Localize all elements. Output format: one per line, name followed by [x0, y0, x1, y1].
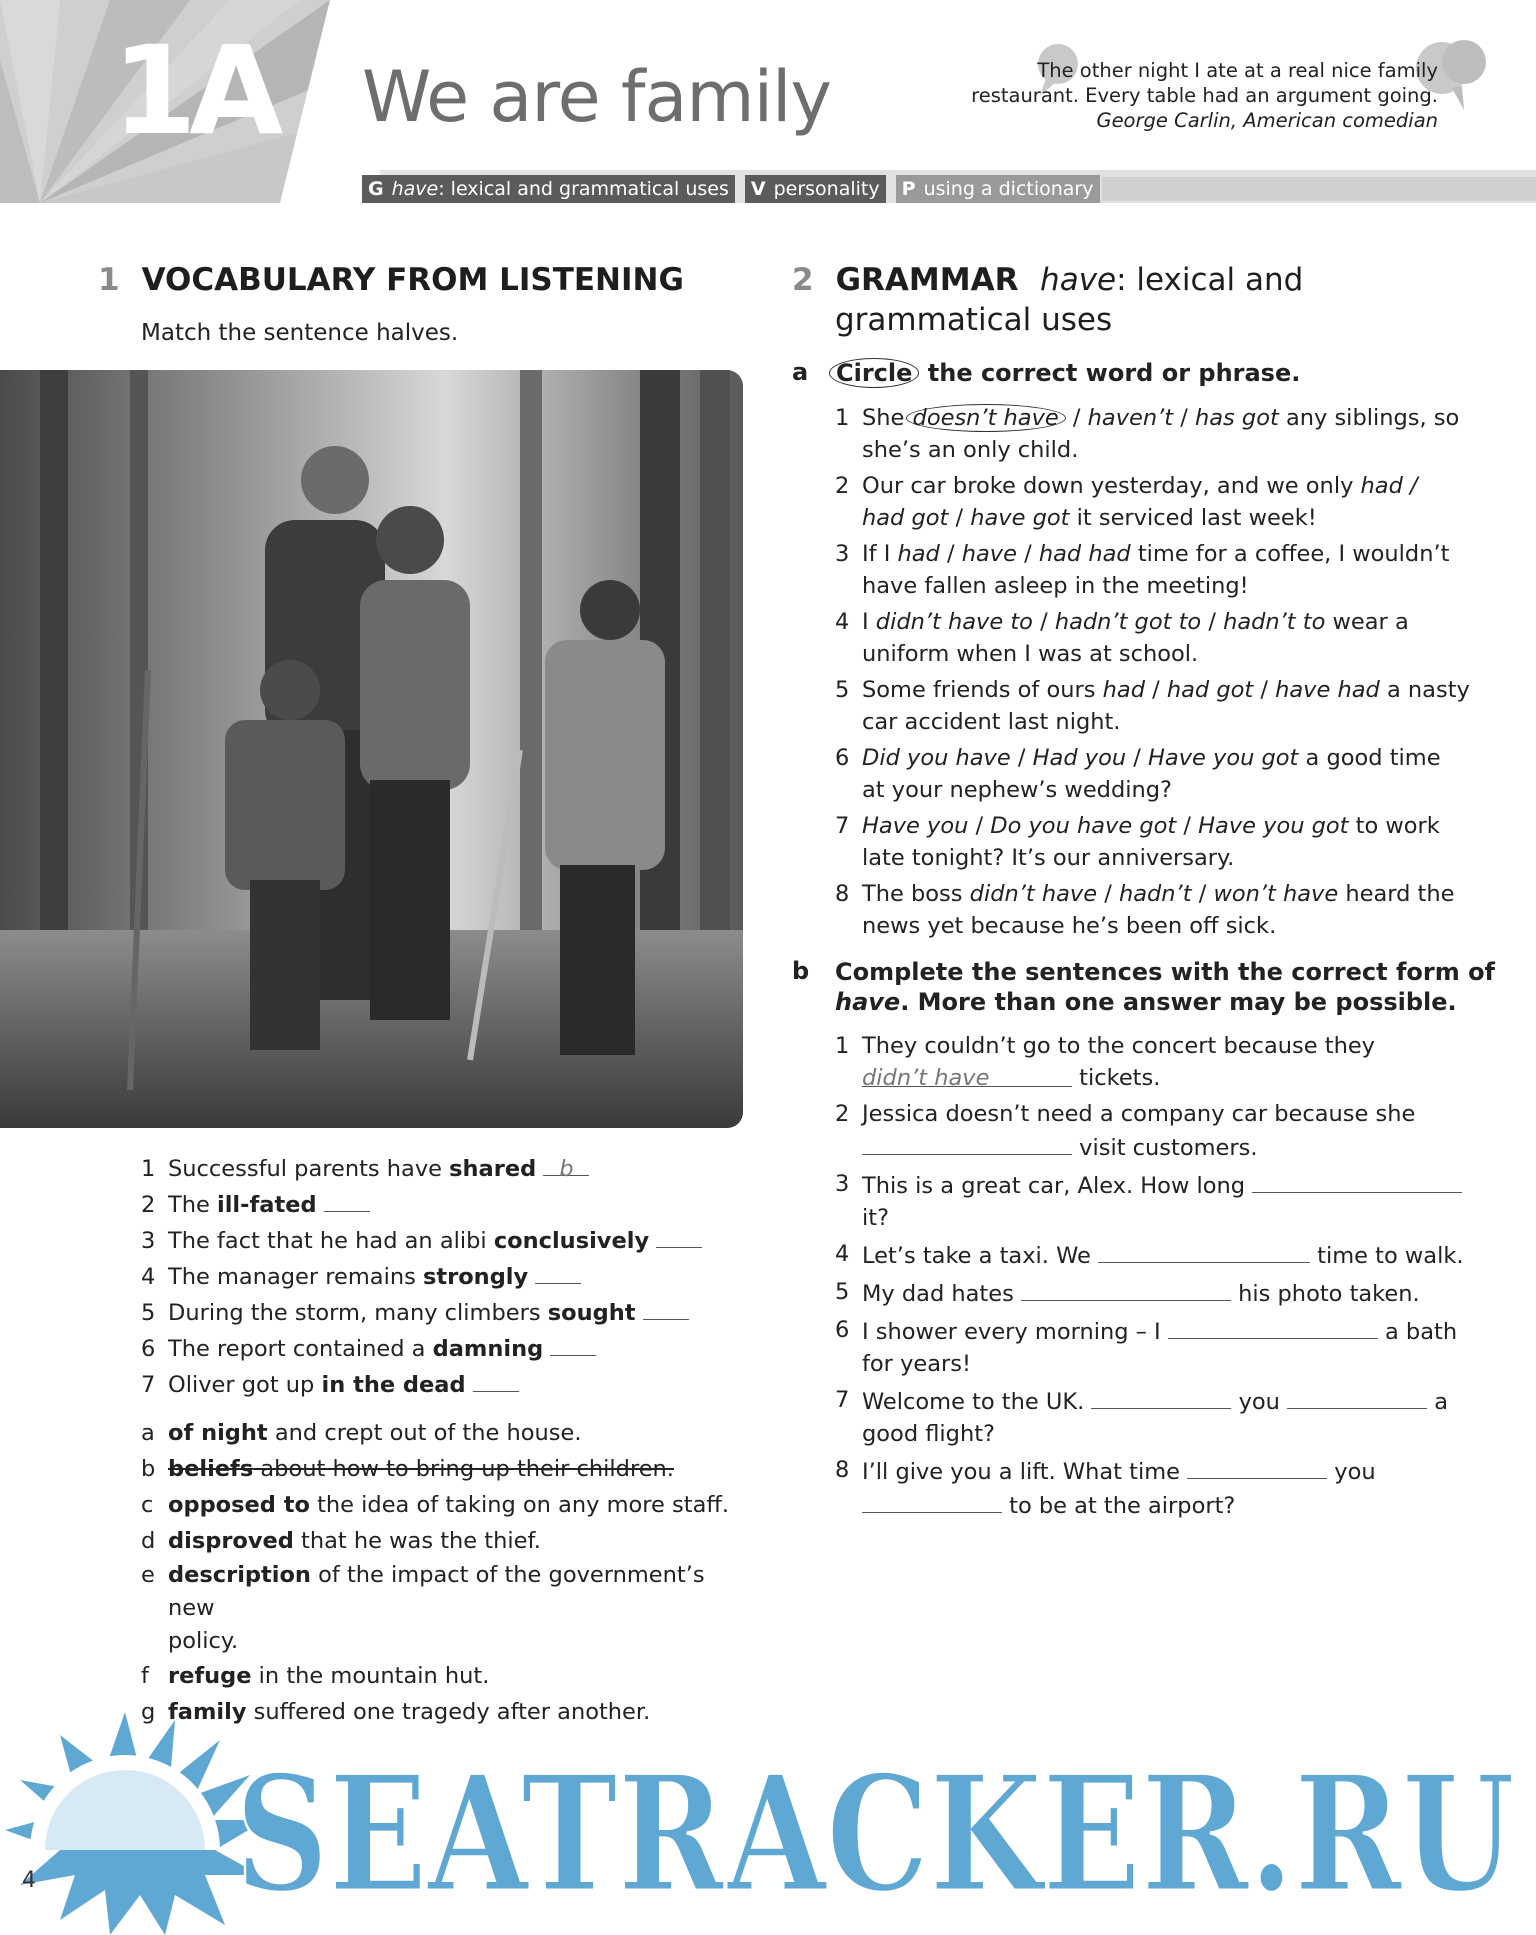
- choice-option[interactable]: had got: [862, 505, 949, 531]
- list-item: 7 Oliver got up in the dead: [168, 1367, 748, 1403]
- choice-option[interactable]: Do you have got: [990, 813, 1177, 839]
- answer-blank[interactable]: [324, 1187, 370, 1212]
- answer-blank[interactable]: [643, 1295, 689, 1320]
- choice-option[interactable]: have got: [970, 505, 1070, 531]
- choice-option[interactable]: hadn’t: [1118, 881, 1192, 907]
- section-2-heading: 2 GRAMMAR have: lexical and grammatical uses: [792, 262, 1304, 338]
- list-item: 6 The report contained a damning: [168, 1331, 748, 1367]
- family-forest-photo: [0, 370, 743, 1128]
- list-item-crossed-out: b beliefs about how to bring up their children.: [141, 1456, 674, 1482]
- choice-option[interactable]: had had: [1038, 541, 1131, 567]
- list-item: a of night and crept out of the house.: [141, 1420, 582, 1446]
- answer-blank[interactable]: [1091, 1384, 1231, 1409]
- list-item: 3 If I had / have / had had time for a coffee, I wouldn’t have fallen asleep in the meeting!: [835, 541, 1450, 599]
- answer-blank[interactable]: [535, 1259, 581, 1284]
- choice-option[interactable]: had got: [1166, 677, 1254, 703]
- choice-option[interactable]: Had you: [1032, 745, 1127, 771]
- list-item: g family suffered one tragedy after another.: [141, 1699, 651, 1725]
- list-item: c opposed to the idea of taking on any more staff.: [141, 1492, 730, 1518]
- choice-option[interactable]: Have you got: [1147, 745, 1299, 771]
- list-item: 7 Have you / Do you have got / Have you got to work late tonight? It’s our anniversary.: [835, 813, 1440, 871]
- choice-option[interactable]: Have you: [862, 813, 969, 839]
- choice-option-selected[interactable]: doesn’t have: [906, 404, 1066, 432]
- list-item: f refuge in the mountain hut.: [141, 1663, 490, 1689]
- matching-list-endings: [141, 1415, 748, 1730]
- part-a-instruction: Circle the correct word or phrase.: [835, 358, 1300, 388]
- part-a-label: a: [792, 358, 809, 386]
- choice-option[interactable]: had: [1102, 677, 1145, 703]
- list-item: 3 The fact that he had an alibi conclusively: [168, 1223, 748, 1259]
- list-item: 7 Welcome to the UK. you a good flight?: [862, 1384, 1522, 1450]
- choice-option[interactable]: have had: [1275, 677, 1380, 703]
- list-item: 1 They couldn’t go to the concert because they didn’t have tickets.: [835, 1033, 1375, 1091]
- answer-blank[interactable]: b: [543, 1151, 589, 1176]
- list-item: 5 During the storm, many climbers sought: [168, 1295, 748, 1331]
- pronunciation-tag: P using a dictionary: [896, 175, 1100, 203]
- choice-option[interactable]: has got: [1195, 405, 1279, 431]
- answer-blank[interactable]: [862, 1130, 1072, 1155]
- answer-blank[interactable]: didn’t have: [862, 1062, 1072, 1087]
- list-item: 6 Did you have / Had you / Have you got a good time at your nephew’s wedding?: [835, 745, 1441, 803]
- answer-blank[interactable]: [550, 1331, 596, 1356]
- watermark-text: SEATRACKER.RU: [235, 1740, 1515, 1928]
- matching-list-beginnings: [141, 1151, 748, 1403]
- watermark: [0, 1700, 1536, 1935]
- sun-logo-icon: [5, 1712, 265, 1935]
- list-item: 8 I’ll give you a lift. What time you to be at the airport?: [862, 1454, 1522, 1522]
- list-item: 2 The ill-fated: [168, 1187, 748, 1223]
- answer-blank[interactable]: [1168, 1314, 1378, 1339]
- choice-option[interactable]: didn’t have to: [875, 609, 1033, 635]
- choice-option[interactable]: won’t have: [1213, 881, 1339, 907]
- vocabulary-tag: V personality: [745, 175, 886, 203]
- answer-blank[interactable]: [1252, 1168, 1462, 1193]
- list-item: 1 She doesn’t have / haven’t / has got any siblings, so she’s an only child.: [835, 405, 1460, 463]
- section-1-instruction: Match the sentence halves.: [141, 320, 459, 346]
- answer-blank[interactable]: [473, 1367, 519, 1392]
- choice-option[interactable]: hadn’t got to: [1054, 609, 1202, 635]
- quote-line: restaurant. Every table had an argument going.: [971, 84, 1438, 107]
- quote-author: George Carlin, American comedian: [1096, 109, 1438, 132]
- topic-tag-bar: [362, 175, 1100, 203]
- part-a-list: [835, 402, 1522, 946]
- choice-option[interactable]: have: [961, 541, 1017, 567]
- choice-option[interactable]: Did you have: [862, 745, 1011, 771]
- quote-block: [950, 58, 1438, 133]
- quote-line: The other night I ate at a real nice family: [1037, 59, 1438, 82]
- choice-option[interactable]: didn’t have: [969, 881, 1098, 907]
- list-item: 5 Some friends of ours had / had got / have had a nasty car accident last night.: [835, 677, 1470, 735]
- choice-option[interactable]: haven’t: [1087, 405, 1174, 431]
- list-item: 6 I shower every morning – I a bath for years!: [862, 1314, 1522, 1380]
- part-b-label: b: [792, 957, 810, 985]
- list-item: e description of the impact of the government’s new policy.: [141, 1562, 705, 1654]
- page-number: 4: [22, 1868, 36, 1893]
- part-b-instruction: Complete the sentences with the correct form of have. More than one answer may be possible.: [835, 958, 1495, 1016]
- answer-blank[interactable]: [862, 1488, 1002, 1513]
- answer-blank[interactable]: [1187, 1454, 1327, 1479]
- answer-blank[interactable]: [656, 1223, 702, 1248]
- answer-blank[interactable]: [1021, 1276, 1231, 1301]
- list-item: 2 Jessica doesn’t need a company car because she visit customers.: [835, 1101, 1416, 1161]
- list-item: 4 I didn’t have to / hadn’t got to / hadn’t to wear a uniform when I was at school.: [835, 609, 1409, 667]
- list-item: 8 The boss didn’t have / hadn’t / won’t have heard the news yet because he’s been off sick.: [835, 881, 1455, 939]
- answer-blank[interactable]: [1098, 1238, 1310, 1263]
- section-1-heading: 1 VOCABULARY FROM LISTENING: [98, 262, 684, 298]
- answer-blank[interactable]: [1287, 1384, 1427, 1409]
- list-item: 4 Let’s take a taxi. We time to walk.: [862, 1238, 1522, 1272]
- list-item: 4 The manager remains strongly: [168, 1259, 748, 1295]
- list-item: 3 This is a great car, Alex. How long it?: [862, 1168, 1522, 1234]
- choice-option[interactable]: had /: [1360, 473, 1418, 499]
- list-item: d disproved that he was the thief.: [141, 1528, 541, 1554]
- list-item: 5 My dad hates his photo taken.: [862, 1276, 1522, 1310]
- part-b-list: [835, 1030, 1522, 1526]
- list-item: 2 Our car broke down yesterday, and we only had / had got / have got it serviced last week!: [835, 473, 1418, 531]
- unit-number: 1A: [112, 20, 276, 162]
- grammar-tag: G have: lexical and grammatical uses: [362, 175, 735, 203]
- unit-title: We are family: [362, 56, 831, 138]
- choice-option[interactable]: Have you got: [1198, 813, 1349, 839]
- list-item: 1 Successful parents have shared b: [168, 1151, 748, 1187]
- choice-option[interactable]: hadn’t to: [1223, 609, 1326, 635]
- tag-bar-fill: [1102, 177, 1536, 201]
- choice-option[interactable]: had: [897, 541, 940, 567]
